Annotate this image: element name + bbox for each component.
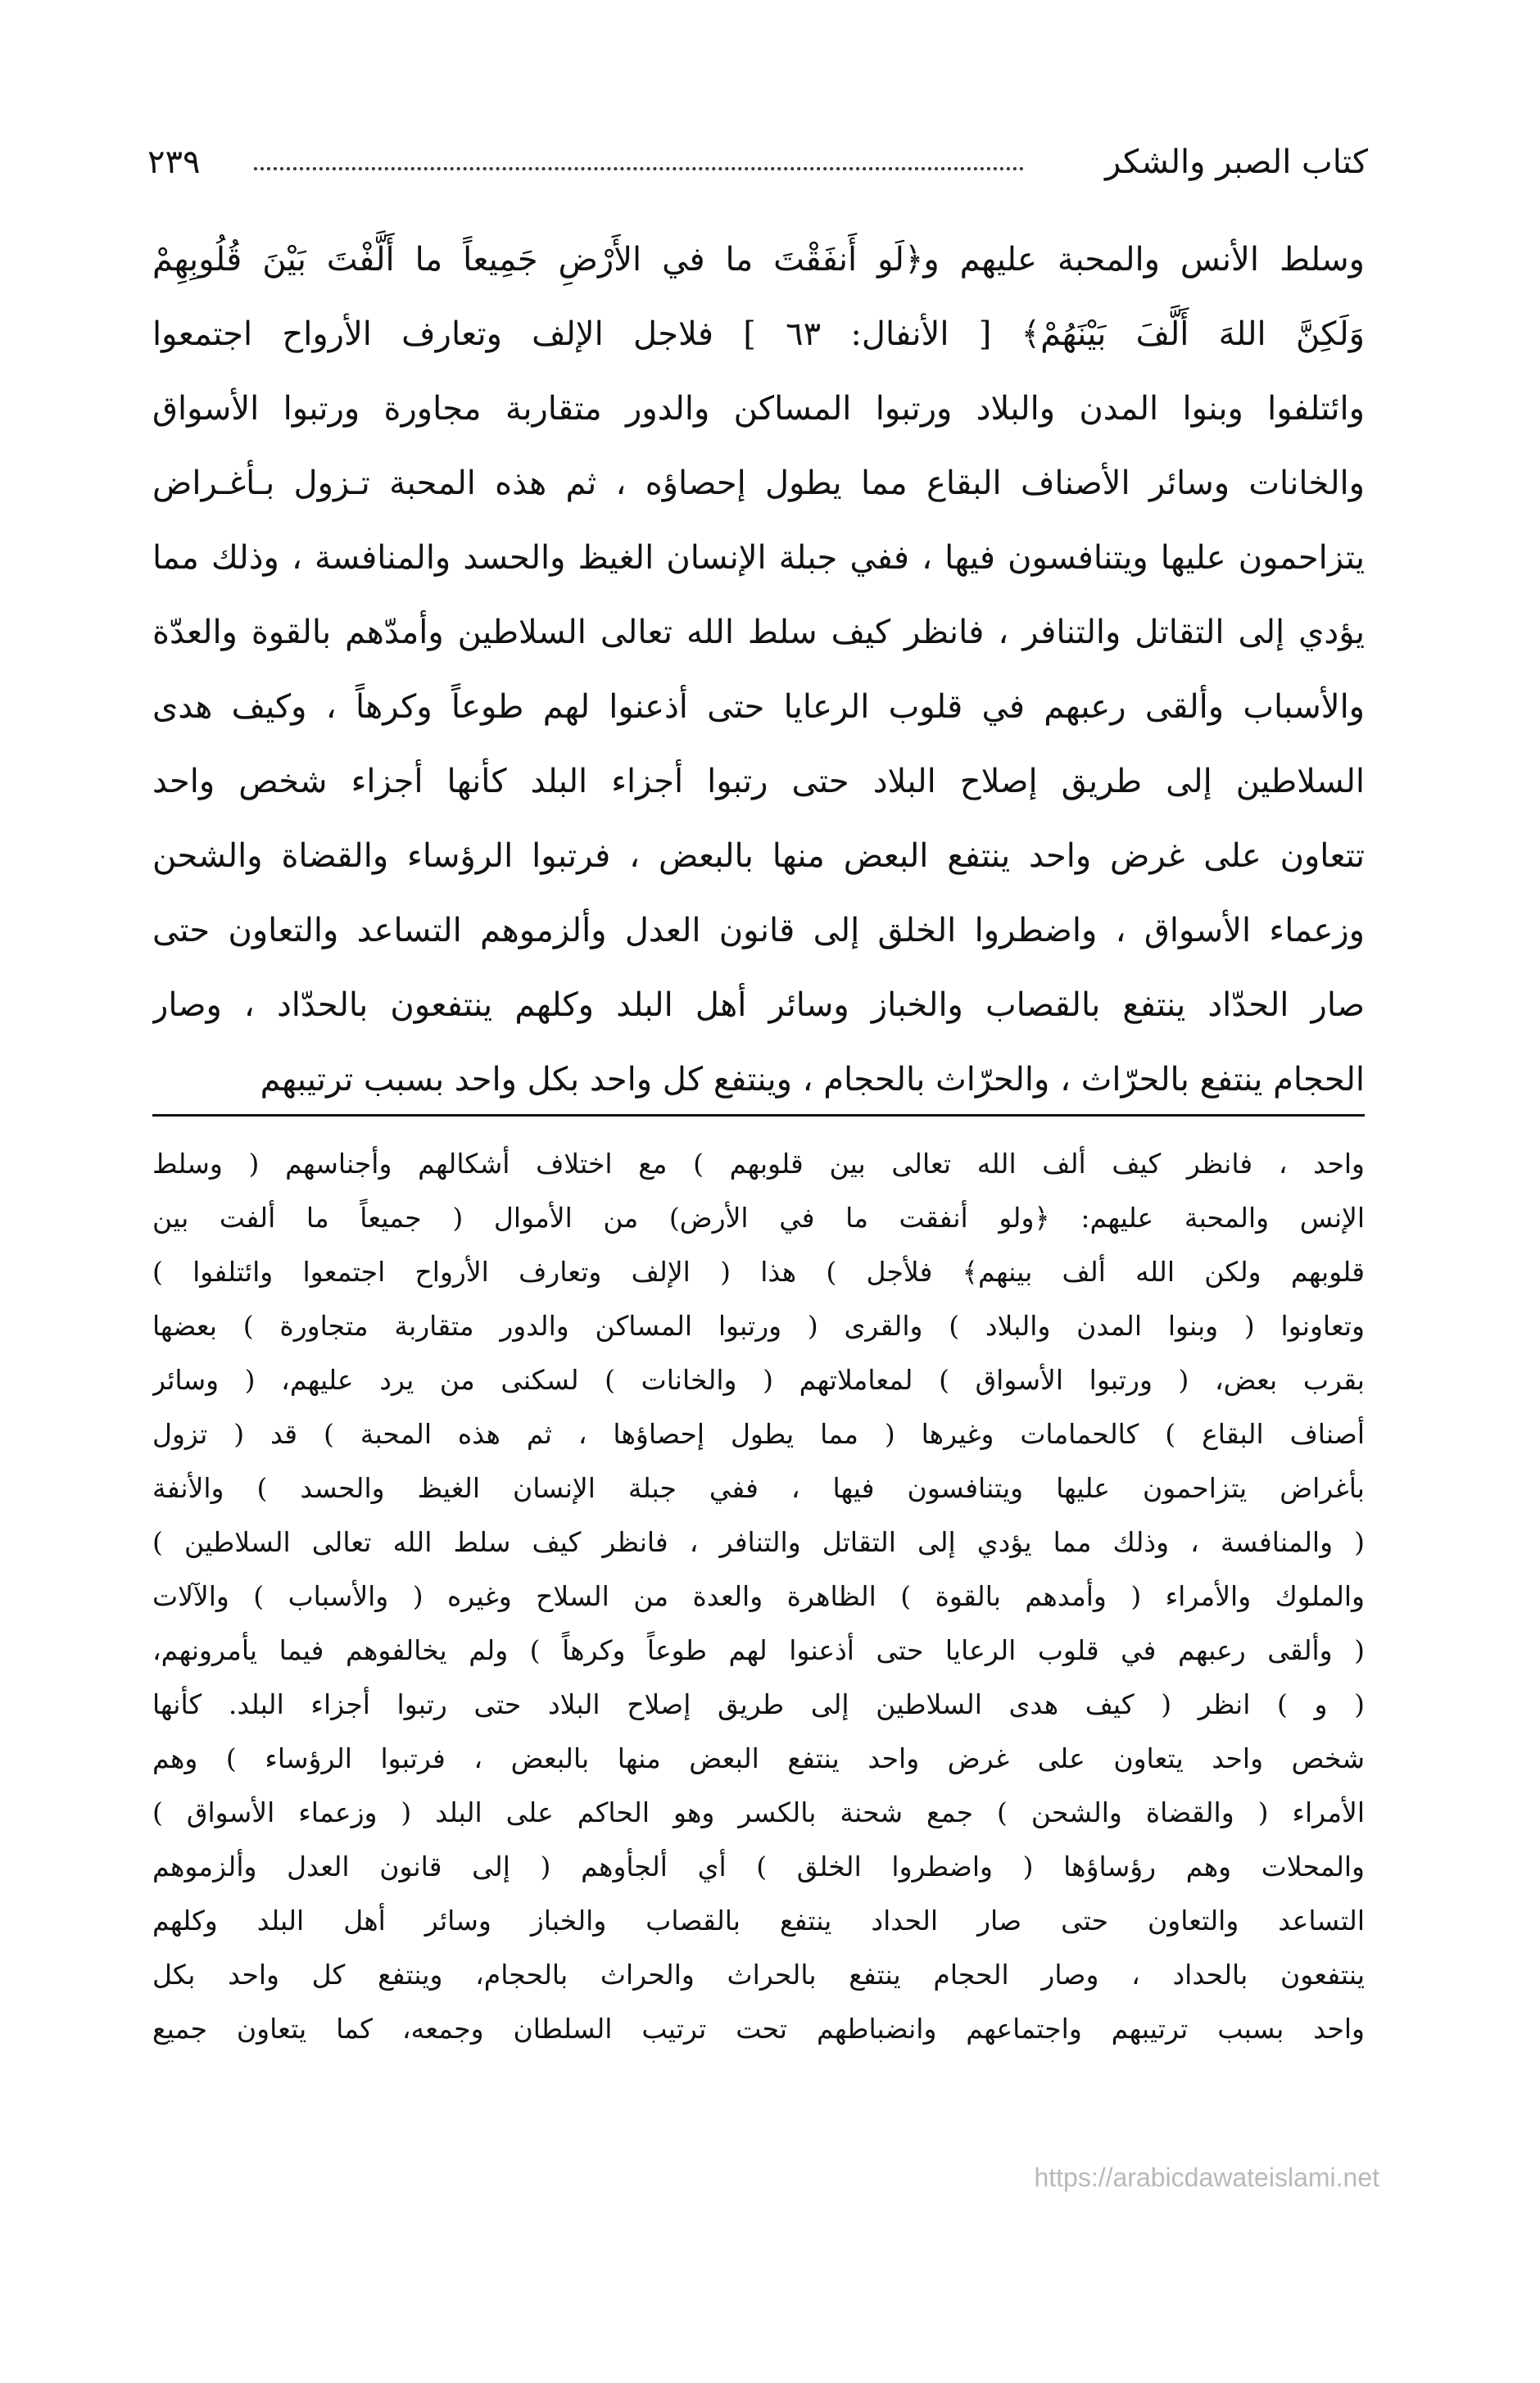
main-text-line: يؤدي إلى التقاتل والتنافر ، فانظر كيف سلط الله تعالى السلاطين وأمدّهم بالقوة والعدّة xyxy=(152,614,1365,651)
commentary-line: والمحلات وهم رؤساؤها ( واضطروا الخلق ) أي ألجأوهم ( إلى قانون العدل وألزموهم xyxy=(152,1851,1365,1882)
header-leader-dots xyxy=(254,154,1024,170)
watermark-url: https://arabicdawateislami.net xyxy=(1034,2163,1379,2192)
commentary-line: الأمراء ( والقضاة والشحن ) جمع شحنة بالكسر وهو الحاكم على البلد ( وزعماء الأسواق ) xyxy=(152,1796,1365,1828)
commentary-line: قلوبهم ولكن الله ألف بينهم﴾ فلأجل ) هذا ( الإلف وتعارف الأرواح اجتمعوا وائتلفوا ) xyxy=(152,1256,1365,1288)
commentary-line: الإنس والمحبة عليهم: ﴿ولو أنفقت ما في الأرض) من الأموال ( جميعاً ما ألفت بين xyxy=(152,1202,1365,1234)
commentary-line: وتعاونوا ( وبنوا المدن والبلاد ) والقرى ( ورتبوا المساكن والدور متقاربة متجاورة ) بعضها xyxy=(152,1310,1365,1342)
main-text-line: والخانات وسائر الأصناف البقاع مما يطول إحصاؤه ، ثم هذه المحبة تـزول بـأغـراض xyxy=(152,464,1365,502)
main-text-line: تتعاون على غرض واحد ينتفع البعض منها بالبعض ، فرتبوا الرؤساء والقضاة والشحن xyxy=(152,837,1365,875)
main-text-line: وزعماء الأسواق ، واضطروا الخلق إلى قانون العدل وألزموهم التساعد والتعاون حتى xyxy=(152,912,1365,949)
commentary-line: ( و ) انظر ( كيف هدى السلاطين إلى طريق إصلاح البلاد حتى رتبوا أجزاء البلد. كأنها xyxy=(152,1688,1365,1720)
commentary-line: والملوك والأمراء ( وأمدهم بالقوة ) الظاهرة والعدة من السلاح وغيره ( والأسباب ) والآلات xyxy=(152,1580,1365,1612)
commentary-line: بقرب بعض، ( ورتبوا الأسواق ) لمعاملاتهم ( والخانات ) لسكنى من يرد عليهم، ( وسائر xyxy=(152,1364,1365,1396)
commentary-block xyxy=(152,1137,1365,2056)
commentary-line: التساعد والتعاون حتى صار الحداد ينتفع بالقصاب والخباز وسائر أهل البلد وكلهم xyxy=(152,1905,1365,1937)
main-text-line: صار الحدّاد ينتفع بالقصاب والخباز وسائر أهل البلد وكلهم ينتفعون بالحدّاد ، وصار xyxy=(152,986,1365,1024)
page-header xyxy=(147,138,1368,187)
main-text-line: الحجام ينتفع بالحرّاث ، والحرّاث بالحجام ، وينتفع كل واحد بكل واحد بسبب ترتيبهم xyxy=(260,1061,1365,1099)
page-number: ٢٣٩ xyxy=(147,143,201,181)
main-text-line: والأسباب وألقى رعبهم في قلوب الرعايا حتى أذعنوا لهم طوعاً وكرهاً ، وكيف هدى xyxy=(152,688,1365,726)
main-text-line: وسلط الأنس والمحبة عليهم و﴿لَو أَنفَقْتَ ما في الأَرْضِ جَمِيعاً ما أَلَّفْتَ بَيْنَ قُلُوبِهِمْ xyxy=(152,241,1365,279)
commentary-line: بأغراض يتزاحمون عليها ويتنافسون فيها ، ففي جبلة الإنسان الغيظ والحسد ) والأنفة xyxy=(152,1472,1365,1504)
commentary-line: واحد بسبب ترتيبهم واجتماعهم وانضباطهم تحت ترتيب السلطان وجمعه، كما يتعاون جميع xyxy=(152,2013,1365,2045)
main-text-line: وَلَكِنَّ اللهَ أَلَّفَ بَيْنَهُمْ﴾ [ الأنفال: ٦٣ ] فلاجل الإلف وتعارف الأرواح اجتمعوا xyxy=(152,315,1365,353)
commentary-divider xyxy=(152,1114,1365,1117)
running-title: كتاب الصبر والشكر xyxy=(1105,143,1368,181)
commentary-line: ( وألقى رعبهم في قلوب الرعايا حتى أذعنوا لهم طوعاً وكرهاً ) ولم يخالفوهم فيما يأمرونهم، xyxy=(152,1634,1365,1666)
main-text-line: وائتلفوا وبنوا المدن والبلاد ورتبوا المساكن والدور متقاربة مجاورة ورتبوا الأسواق xyxy=(152,390,1365,428)
commentary-line: ينتفعون بالحداد ، وصار الحجام ينتفع بالحراث والحراث بالحجام، وينتفع كل واحد بكل xyxy=(152,1959,1365,1991)
main-text-line: السلاطين إلى طريق إصلاح البلاد حتى رتبوا أجزاء البلد كأنها أجزاء شخص واحد xyxy=(152,763,1365,800)
commentary-line: شخص واحد يتعاون على غرض واحد ينتفع البعض منها بالبعض ، فرتبوا الرؤساء ) وهم xyxy=(152,1742,1365,1774)
commentary-line: أصناف البقاع ) كالحمامات وغيرها ( مما يطول إحصاؤها ، ثم هذه المحبة ) قد ( تزول xyxy=(152,1418,1365,1450)
commentary-line: ( والمنافسة ، وذلك مما يؤدي إلى التقاتل والتنافر ، فانظر كيف سلط الله تعالى السلاطين ) xyxy=(152,1526,1365,1558)
commentary-line: واحد ، فانظر كيف ألف الله تعالى بين قلوبهم ) مع اختلاف أشكالهم وأجناسهم ( وسلط xyxy=(152,1148,1365,1180)
main-text-line: يتزاحمون عليها ويتنافسون فيها ، ففي جبلة الإنسان الغيظ والحسد والمنافسة ، وذلك مما xyxy=(152,539,1365,577)
main-text-block xyxy=(152,223,1365,1117)
